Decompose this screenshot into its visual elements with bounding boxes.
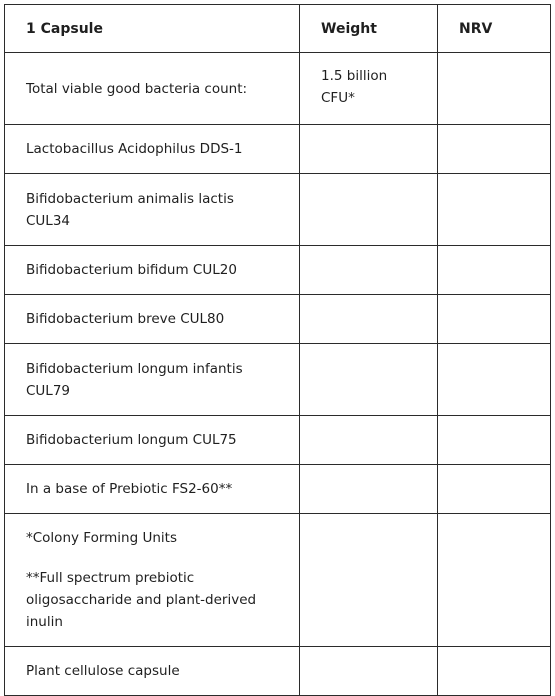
row-nrv xyxy=(438,416,551,465)
row-nrv xyxy=(438,344,551,416)
table-row xyxy=(5,53,551,125)
row-weight xyxy=(300,53,438,125)
row-label: In a base of Prebiotic FS2-60** xyxy=(5,465,300,514)
footnote-cfu: *Colony Forming Units xyxy=(26,530,177,546)
row-notes xyxy=(5,514,300,647)
row-weight xyxy=(300,416,438,465)
row-label xyxy=(5,174,300,246)
footnote-prebiotic-line: inulin xyxy=(26,614,63,630)
label-line: Bifidobacterium longum infantis xyxy=(26,360,243,377)
row-nrv xyxy=(438,246,551,295)
row-label: Lactobacillus Acidophilus DDS-1 xyxy=(5,125,300,174)
row-label: Bifidobacterium bifidum CUL20 xyxy=(5,246,300,295)
row-nrv xyxy=(438,514,551,647)
label-line: CUL34 xyxy=(26,212,71,229)
row-weight xyxy=(300,295,438,344)
row-weight xyxy=(300,514,438,647)
row-weight xyxy=(300,465,438,514)
table-row-notes xyxy=(5,514,551,647)
row-label: Plant cellulose capsule xyxy=(5,647,300,696)
header-nrv: NRV xyxy=(438,5,551,53)
row-weight xyxy=(300,647,438,696)
label-line: CUL79 xyxy=(26,382,71,399)
row-weight xyxy=(300,125,438,174)
nutrition-table-container xyxy=(4,4,551,696)
header-capsule: 1 Capsule xyxy=(5,5,300,53)
row-label xyxy=(5,344,300,416)
row-nrv xyxy=(438,465,551,514)
table-row xyxy=(5,647,551,696)
table-row xyxy=(5,125,551,174)
nutrition-table xyxy=(4,4,551,696)
row-nrv xyxy=(438,174,551,246)
row-nrv xyxy=(438,53,551,125)
label-line: Bifidobacterium animalis lactis xyxy=(26,190,234,207)
table-header-row xyxy=(5,5,551,53)
footnote-prebiotic-line: oligosaccharide and plant-derived xyxy=(26,592,257,608)
table-row xyxy=(5,174,551,246)
row-weight xyxy=(300,344,438,416)
row-weight xyxy=(300,174,438,246)
row-label: Bifidobacterium breve CUL80 xyxy=(5,295,300,344)
row-weight xyxy=(300,246,438,295)
header-weight: Weight xyxy=(300,5,438,53)
table-row xyxy=(5,465,551,514)
footnote-spacer xyxy=(26,549,299,567)
row-nrv xyxy=(438,295,551,344)
row-label: Bifidobacterium longum CUL75 xyxy=(5,416,300,465)
table-row xyxy=(5,416,551,465)
row-nrv xyxy=(438,647,551,696)
footnote-prebiotic-line: **Full spectrum prebiotic xyxy=(26,570,195,586)
weight-line: 1.5 billion xyxy=(321,68,388,84)
table-row xyxy=(5,344,551,416)
row-nrv xyxy=(438,125,551,174)
table-row xyxy=(5,295,551,344)
weight-line: CFU* xyxy=(321,90,355,106)
row-label: Total viable good bacteria count: xyxy=(5,53,300,125)
table-row xyxy=(5,246,551,295)
